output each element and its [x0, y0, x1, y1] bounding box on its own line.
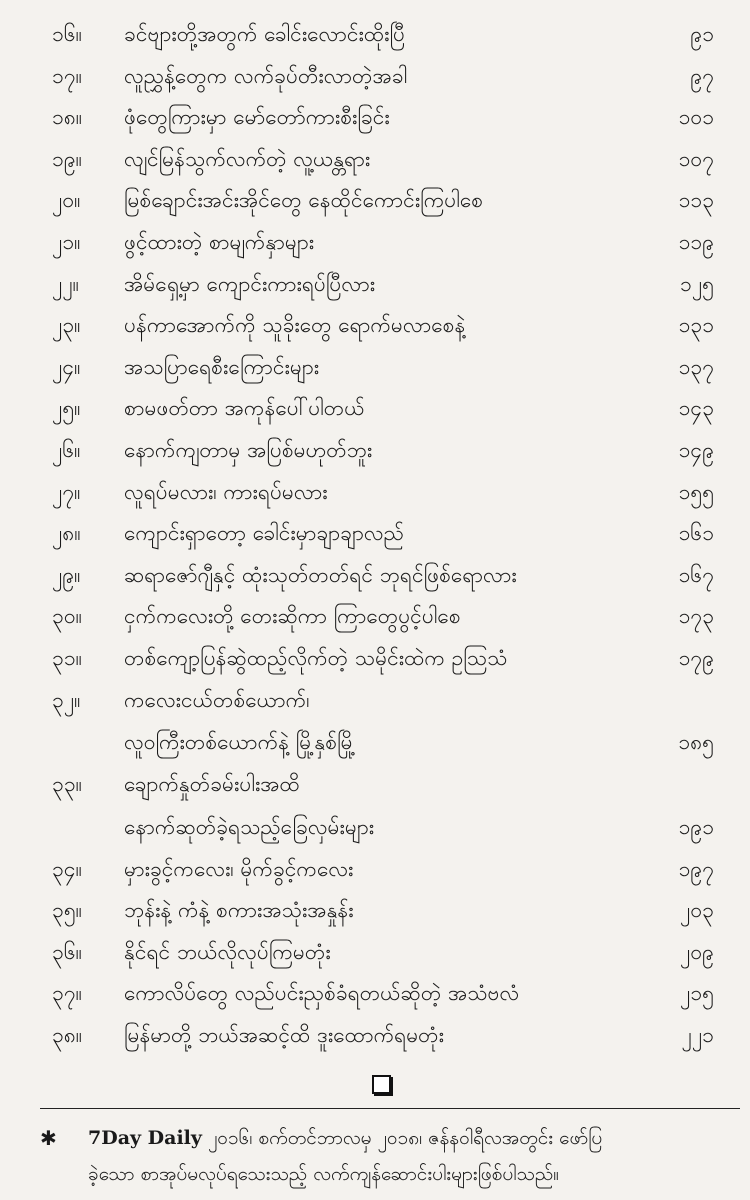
toc-page-number: ၂၂၁ — [681, 1023, 714, 1048]
toc-chapter-title: နိုင်ရင် ဘယ်လိုလုပ်ကြမတုံး — [124, 939, 331, 964]
toc-row — [0, 555, 750, 597]
toc-chapter-number: ၂၃။ — [52, 313, 81, 338]
toc-page-number: ၁၄၉ — [678, 437, 714, 462]
toc-page-number: ၁၃၇ — [678, 354, 714, 379]
toc-page-number: ၁၅၅ — [678, 479, 714, 504]
toc-row — [0, 1015, 750, 1057]
toc-chapter-title: လူဝကြီးတစ်ယောက်နဲ့ မြို့နှစ်မြို့ — [124, 730, 356, 755]
toc-page-number: ၁၀၁ — [678, 105, 714, 130]
toc-chapter-number: ၃၄။ — [52, 856, 82, 881]
toc-page-number: ၁၁၃ — [678, 188, 714, 213]
footnote-line-2: ခဲ့သော စာအုပ်မလုပ်ရသေးသည့် လက်ကျန်ဆောင်းပါးများဖြစ်ပါသည်။ — [88, 1163, 559, 1185]
toc-page-number: ၁၆၁ — [678, 521, 714, 546]
footnote-line-1 — [88, 1120, 602, 1156]
toc-page-number: ၁၇၃ — [678, 604, 714, 629]
toc-row — [0, 139, 750, 181]
toc-page-number: ၁၈၅ — [678, 730, 714, 755]
toc-chapter-number: ၂၀။ — [52, 188, 81, 213]
toc-row — [0, 513, 750, 555]
asterisk-icon: ✱ — [40, 1126, 57, 1150]
toc-chapter-number: ၃၅။ — [52, 898, 82, 923]
toc-chapter-title: ပန်ကာအောက်ကို သူခိုးတွေ ရောက်မလာစေနဲ့ — [124, 313, 466, 338]
footnote-divider — [40, 1108, 740, 1109]
toc-row — [0, 973, 750, 1015]
toc-row — [0, 97, 750, 139]
toc-chapter-title: မှားခွင့်ကလေး၊ မိုက်ခွင့်ကလေး — [124, 856, 354, 881]
footnote-text-1: ၂၀၁၆၊ စက်တင်ဘာလမှ ၂၀၁၈၊ ဇန်နဝါရီလအတွင်း ဖော်ပြ — [201, 1127, 603, 1149]
toc-page-number: ၁၃၁ — [678, 313, 714, 338]
toc-chapter-title: နောက်ဆုတ်ခဲ့ရသည့်ခြေလှမ်းများ — [124, 814, 375, 839]
toc-page-number: ၁၂၅ — [680, 271, 714, 296]
toc-chapter-number: ၁၈။ — [52, 105, 83, 130]
toc-page-number: ၉၇ — [690, 63, 714, 88]
toc-chapter-title: အိမ်ရှေ့မှာ ကျောင်းကားရပ်ပြီလား — [124, 271, 376, 296]
toc-chapter-title: တစ်ကျော့ပြန်ဆွဲထည့်လိုက်တဲ့ သမိုင်းထဲက ဥသြသံ — [124, 645, 508, 670]
toc-chapter-number: ၃၈။ — [52, 1023, 83, 1048]
toc-chapter-number: ၁၇။ — [52, 63, 82, 88]
toc-row — [0, 305, 750, 347]
toc-page-number: ၁၁၉ — [678, 229, 714, 254]
end-of-section-box-icon — [372, 1075, 391, 1094]
toc-row — [0, 721, 750, 764]
toc-chapter-title: လူညွှန့်တွေက လက်ခုပ်တီးလာတဲ့အခါ — [124, 63, 408, 88]
toc-chapter-title: ကျောင်းရှာတော့ ခေါင်းမှာချာချာလည် — [124, 521, 404, 546]
toc-chapter-title: နောက်ကျတာမှ အပြစ်မဟုတ်ဘူး — [124, 437, 373, 462]
table-of-contents — [0, 14, 750, 1057]
toc-page-number: ၁၉၇ — [678, 856, 714, 881]
toc-chapter-title: အသပြာရေစီးကြောင်းများ — [124, 354, 320, 379]
toc-chapter-number: ၂၅။ — [52, 396, 81, 421]
toc-chapter-number: ၁၆။ — [52, 22, 82, 46]
toc-chapter-title: ဘုန်းနဲ့ ကံနဲ့ စကားအသုံးအနှုန်း — [124, 898, 354, 923]
toc-row — [0, 849, 750, 891]
toc-chapter-title: ဖုံတွေကြားမှာ မော်တော်ကားစီးခြင်း — [124, 105, 390, 130]
toc-chapter-number: ၂၉။ — [52, 562, 81, 587]
toc-chapter-number: ၃၆။ — [52, 939, 82, 964]
toc-chapter-number: ၂၁။ — [52, 229, 81, 254]
toc-chapter-title: လူရပ်မလား၊ ကားရပ်မလား — [124, 479, 328, 504]
toc-row — [0, 472, 750, 514]
toc-chapter-number: ၃၀။ — [52, 604, 82, 629]
toc-chapter-title: ဖွင့်ထားတဲ့ စာမျက်နှာများ — [124, 229, 315, 254]
toc-chapter-title: မြစ်ချောင်းအင်းအိုင်တွေ နေထိုင်ကောင်းကြပါစေ — [124, 188, 484, 213]
toc-row — [0, 180, 750, 222]
toc-chapter-title: ဆရာဇော်ဂျီနှင့် ထုံးသုတ်တတ်ရင် ဘုရင်ဖြစ်ရောလား — [124, 562, 517, 587]
toc-chapter-title: မြန်မာတို့ ဘယ်အဆင့်ထိ ဒူးထောက်ရမတုံး — [124, 1023, 444, 1048]
toc-page-number: ၁၆၇ — [678, 562, 714, 587]
toc-chapter-number: ၂၂။ — [52, 271, 79, 296]
toc-chapter-title: စာမဖတ်တာ အကုန်ပေါ်ပါတယ် — [124, 396, 365, 421]
toc-chapter-number: ၃၃။ — [52, 772, 82, 797]
footnote-source: 7Day Daily — [88, 1127, 202, 1149]
toc-chapter-title: ငှက်ကလေးတို့ တေးဆိုကာ ကြာတွေပွင့်ပါစေ — [124, 604, 461, 629]
toc-page-number: ၂၀၉ — [680, 939, 714, 964]
toc-chapter-number: ၁၉။ — [52, 146, 82, 171]
toc-page-number: ၁၄၃ — [678, 396, 714, 421]
toc-row — [0, 14, 750, 56]
toc-page-number: ၉၁ — [690, 22, 714, 46]
toc-row — [0, 932, 750, 974]
toc-page-number: ၁၀၇ — [678, 146, 714, 171]
toc-chapter-title: ချောက်နှုတ်ခမ်းပါးအထိ — [124, 772, 300, 797]
toc-page-number: ၁၉၁ — [678, 814, 714, 839]
toc-chapter-number: ၃၁။ — [52, 645, 82, 670]
toc-row — [0, 56, 750, 98]
toc-row — [0, 806, 750, 849]
toc-row — [0, 264, 750, 306]
toc-chapter-title: ကောလိပ်တွေ လည်ပင်းညှစ်ခံရတယ်ဆိုတဲ့ အသံဗလံ — [124, 981, 520, 1006]
toc-page-number: ၂၀၃ — [680, 898, 714, 923]
toc-row — [0, 890, 750, 932]
toc-page-number: ၁၇၉ — [678, 645, 714, 670]
toc-page-number: ၂၁၅ — [680, 981, 714, 1006]
toc-chapter-title: ကလေးငယ်တစ်ယောက်၊ — [124, 687, 310, 712]
toc-row — [0, 764, 750, 806]
toc-chapter-number: ၂၄။ — [52, 354, 81, 379]
toc-row — [0, 596, 750, 638]
toc-chapter-number: ၃၇။ — [52, 981, 82, 1006]
toc-chapter-number: ၂၈။ — [52, 521, 81, 546]
toc-row — [0, 430, 750, 472]
toc-chapter-number: ၂၇။ — [52, 479, 81, 504]
toc-chapter-title: လျင်မြန်သွက်လက်တဲ့ လူ့ယန္တရား — [124, 146, 371, 171]
toc-chapter-number: ၂၆။ — [52, 437, 81, 462]
toc-chapter-number: ၃၂။ — [52, 687, 81, 712]
toc-row — [0, 388, 750, 430]
toc-row — [0, 638, 750, 680]
toc-row — [0, 680, 750, 722]
toc-row — [0, 222, 750, 264]
toc-row — [0, 347, 750, 389]
toc-chapter-title: ခင်ဗျားတို့အတွက် ခေါင်းလောင်းထိုးပြီ — [124, 22, 405, 46]
